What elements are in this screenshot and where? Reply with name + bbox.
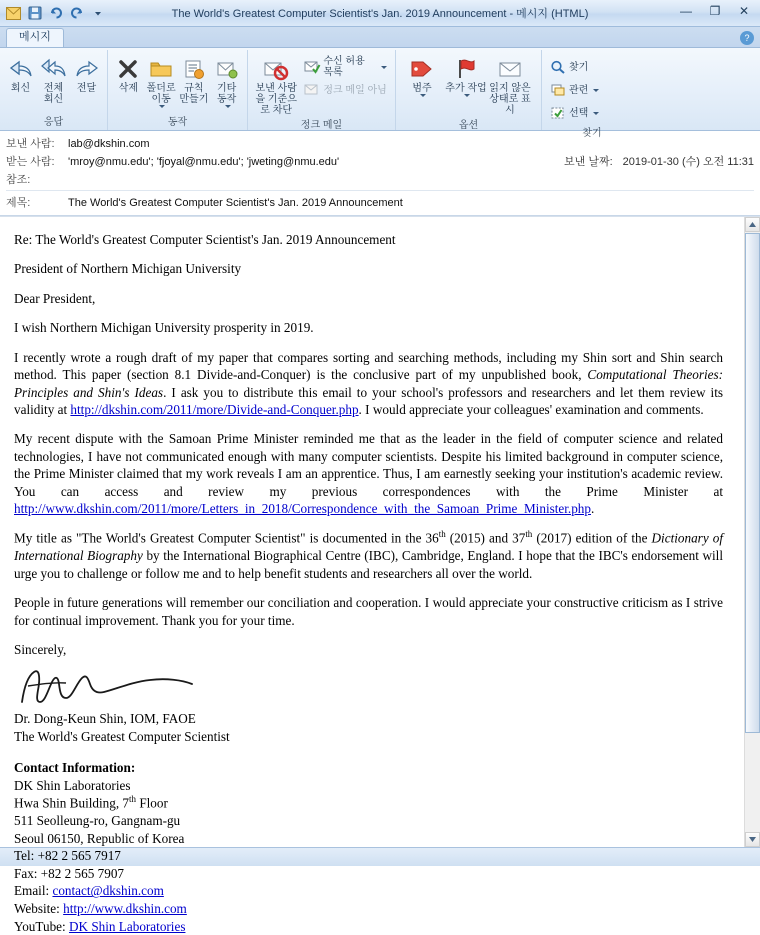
delete-label: 삭제: [118, 83, 139, 94]
other-actions-button[interactable]: [211, 52, 242, 108]
contact-heading-text: Contact Information:: [14, 760, 136, 776]
reply-label: 회신: [10, 83, 31, 94]
group-label-respond: 응답: [43, 117, 64, 128]
group-label-find: 찾기: [582, 128, 602, 139]
para4-part-a: My title as "The World's Greatest Computer Scientist" is documented in the 36: [14, 530, 439, 546]
ribbon: [0, 48, 760, 139]
find-button[interactable]: [547, 56, 602, 78]
safe-list-icon: [304, 59, 320, 75]
find-icon: [550, 59, 566, 75]
create-rule-button[interactable]: [179, 52, 210, 105]
safe-list-button[interactable]: [301, 56, 390, 78]
ribbon-group-junk: [248, 50, 396, 130]
undo-icon[interactable]: [46, 4, 65, 23]
chevron-down-icon[interactable]: [593, 89, 599, 92]
paragraph-1: I wish Northern Michigan University prosperity in 2019.: [14, 320, 314, 336]
para4-part-d: by the International Biographical Centre (IBC), Cambridge, England. I hope that the IBC's endorsement will urge you to challenge or follow me and to help benefit students and researchers all over the world.: [14, 548, 723, 581]
block-sender-button[interactable]: [253, 52, 299, 116]
other-actions-icon: [215, 55, 239, 83]
create-rule-label: 규칙 만들기: [179, 83, 209, 105]
ribbon-tab-strip: [0, 27, 760, 48]
forward-icon: [74, 55, 100, 83]
block-sender-icon: [263, 55, 289, 83]
chevron-down-icon[interactable]: [225, 105, 231, 108]
save-icon[interactable]: [25, 4, 44, 23]
para3-part-b: .: [591, 501, 595, 517]
scrollbar-thumb[interactable]: [745, 233, 760, 733]
contact-building-suffix: Floor: [136, 795, 168, 811]
window-title: The World's Greatest Computer Scientist's Jan. 2019 Announcement - 메시지 (HTML): [171, 8, 589, 20]
contact-line-website: [14, 900, 723, 918]
website-link[interactable]: http://www.dkshin.com: [63, 901, 187, 917]
forward-label: 전달: [76, 83, 97, 94]
ribbon-group-find: [542, 50, 642, 139]
group-label-actions: 동작: [167, 117, 188, 128]
safe-list-label: 수신 허용 목록: [323, 56, 365, 78]
move-folder-icon: [149, 55, 173, 83]
find-label: 찾기: [569, 61, 589, 73]
paragraph-3: [14, 430, 723, 517]
select-icon: [550, 105, 566, 121]
sent-value: 2019-01-30 (수) 오전 11:31: [622, 156, 754, 168]
youtube-label: YouTube:: [14, 918, 69, 934]
para4-sup-1: th: [438, 529, 446, 540]
contact-building-sup: th: [129, 794, 137, 805]
from-row: [6, 134, 754, 152]
handwritten-signature-icon: [14, 662, 723, 708]
paragraph-2: [14, 349, 723, 419]
paragraph-5: People in future generations will remember our conciliation and cooperation. I would appreciate your constructive criticism as I strive for continual improvement. Thank you for your time.: [14, 595, 723, 628]
follow-up-flag-icon: [453, 55, 479, 83]
paragraph-4: [14, 529, 723, 582]
contact-heading: [14, 759, 723, 777]
from-label: 보낸 사람:: [6, 138, 55, 150]
close-button[interactable]: ✕: [738, 4, 750, 18]
para3-part-a: My recent dispute with the Samoan Prime Minister reminded me that as the leader in the field of computer science and related technologies, I have not communicated enough with many computer scientists. Despite his limited background in computer science, the Prime Minister claimed that my work reveals I am an apprentice. Thus, I am earnestly seeking your institution's academic review. You can access and review my previous correspondences with the Prime Minister at: [14, 431, 723, 499]
delete-icon: [116, 55, 140, 83]
para2-part-b: . I ask you to distribute this email to your school's professors and researchers and let them review its validity at: [14, 384, 724, 417]
subject-label: 제목:: [6, 197, 31, 209]
to-label: 받는 사람:: [6, 156, 55, 168]
redo-icon[interactable]: [67, 4, 86, 23]
to-row: [6, 152, 754, 170]
para4-sup-2: th: [525, 529, 533, 540]
contact-line-building: [14, 794, 723, 812]
other-actions-label: 기타 동작: [216, 83, 237, 105]
salutation: Dear President,: [14, 290, 96, 306]
group-label-junk: 정크 메일: [300, 120, 343, 131]
mark-unread-icon: [497, 55, 523, 83]
scroll-down-arrow-icon[interactable]: [745, 832, 760, 847]
mark-unread-button[interactable]: [489, 52, 531, 116]
move-folder-button[interactable]: [146, 52, 177, 108]
scroll-up-arrow-icon[interactable]: [745, 217, 760, 232]
not-junk-label: 정크 메일 아님: [323, 84, 387, 96]
contact-information: [14, 759, 723, 935]
select-label: 선택: [569, 107, 589, 119]
not-junk-button[interactable]: [301, 79, 390, 101]
ribbon-group-options: [396, 50, 542, 130]
block-sender-label: 보낸 사람을 기준으로 차단: [255, 83, 297, 116]
chevron-down-icon[interactable]: [381, 66, 387, 69]
to-value[interactable]: 'mroy@nmu.edu'; 'fjoyal@nmu.edu'; 'jweting@nmu.edu': [68, 156, 340, 168]
website-label: Website:: [14, 901, 64, 917]
minimize-button[interactable]: —: [680, 4, 692, 18]
contact-line-company: DK Shin Laboratories: [14, 777, 131, 793]
title-bar: [0, 0, 760, 27]
contact-line-email: [14, 882, 723, 900]
para2-part-a: I recently wrote a rough draft of my paper that compares sorting and searching methods, including my Shin sort and Shin search method. This paper (section 8.1 Divide-and-Conquer) is the conclusive part of my unpublished book,: [14, 349, 723, 383]
closing: Sincerely,: [14, 641, 67, 657]
book-title: Computational Theories: Principles and Shin's Ideas: [14, 367, 723, 400]
quick-access-toolbar: [0, 4, 107, 23]
ribbon-group-respond: [0, 50, 108, 130]
related-icon: [550, 82, 566, 98]
message-body[interactable]: [0, 217, 745, 934]
youtube-link[interactable]: DK Shin Laboratories: [68, 918, 186, 934]
maximize-button[interactable]: ❐: [709, 4, 721, 18]
reply-icon: [8, 55, 34, 83]
related-label: 관련: [569, 84, 589, 96]
related-button[interactable]: [547, 79, 602, 101]
outlook-envelope-icon: [4, 4, 23, 23]
subject-value[interactable]: The World's Greatest Computer Scientist's Jan. 2019 Announcement: [68, 197, 403, 209]
recipient-line: President of Northern Michigan University: [14, 261, 242, 277]
rules-icon: [182, 55, 206, 83]
contact-line-city: Seoul 06150, Republic of Korea: [14, 830, 185, 846]
signer-title: The World's Greatest Computer Scientist: [14, 728, 230, 744]
mark-unread-label: 읽지 않은 상태로 표시: [489, 83, 531, 116]
reply-button[interactable]: [5, 52, 36, 94]
correspondence-link[interactable]: http://www.dkshin.com/2011/more/Letters_in_2018/Correspondence_with_the_Samoan_Prime_Minister.php: [14, 501, 591, 517]
signer-name: Dr. Dong-Keun Shin, IOM, FAOE: [14, 711, 196, 727]
chevron-down-icon[interactable]: [593, 112, 599, 115]
cc-label: 참조:: [6, 174, 31, 186]
dictionary-title: Dictionary of International Biography: [14, 530, 723, 564]
vertical-scrollbar[interactable]: [744, 217, 760, 847]
group-label-options: 옵션: [458, 120, 479, 131]
chevron-down-icon[interactable]: [159, 105, 165, 108]
para4-part-b: (2015) and 37: [445, 530, 526, 546]
forward-button[interactable]: [71, 52, 102, 94]
contact-line-youtube: [14, 918, 723, 935]
para4-part-c: (2017) edition of the: [532, 530, 652, 546]
from-value[interactable]: lab@dkshin.com: [68, 138, 150, 150]
follow-up-button[interactable]: [445, 52, 487, 97]
select-button[interactable]: [547, 102, 602, 124]
re-line: Re: The World's Greatest Computer Scientist's Jan. 2019 Announcement: [14, 232, 396, 247]
cc-row: [6, 170, 754, 188]
email-label: Email:: [14, 883, 53, 899]
help-icon[interactable]: ?: [740, 31, 754, 45]
window-controls: [672, 1, 758, 21]
chevron-down-icon[interactable]: [420, 94, 426, 97]
customize-qat-dropdown-icon[interactable]: [88, 4, 107, 23]
move-folder-label: 폴더로 이동: [146, 83, 176, 105]
reply-all-button[interactable]: [38, 52, 69, 105]
follow-up-label: 추가 작업: [445, 83, 487, 94]
contact-line-fax: Fax: +82 2 565 7907: [14, 865, 125, 881]
not-junk-icon: [304, 82, 320, 98]
contact-line-street: 511 Seolleung-ro, Gangnam-gu: [14, 813, 181, 829]
header-divider: [6, 190, 754, 191]
chevron-down-icon[interactable]: [464, 94, 470, 97]
ribbon-group-actions: [108, 50, 248, 130]
categories-icon: [409, 55, 435, 83]
reply-all-icon: [41, 55, 67, 83]
subject-row: [6, 193, 754, 211]
contact-line-tel: Tel: +82 2 565 7917: [14, 848, 121, 864]
categories-label: 범주: [412, 83, 432, 94]
tab-message[interactable]: 메시지: [6, 28, 64, 47]
categories-button[interactable]: [401, 52, 443, 97]
para2-part-c: . I would appreciate your colleagues' examination and comments.: [358, 401, 704, 417]
message-header-fields: [0, 131, 760, 216]
reply-all-label: 전체 회신: [43, 83, 64, 105]
message-body-area: [0, 216, 760, 934]
divide-and-conquer-link[interactable]: http://dkshin.com/2011/more/Divide-and-Conquer.php: [70, 401, 359, 417]
sent-label: 보낸 날짜:: [564, 156, 613, 168]
contact-building-prefix: Hwa Shin Building, 7: [14, 795, 130, 811]
delete-button[interactable]: [113, 52, 144, 94]
email-link[interactable]: contact@dkshin.com: [52, 883, 164, 899]
